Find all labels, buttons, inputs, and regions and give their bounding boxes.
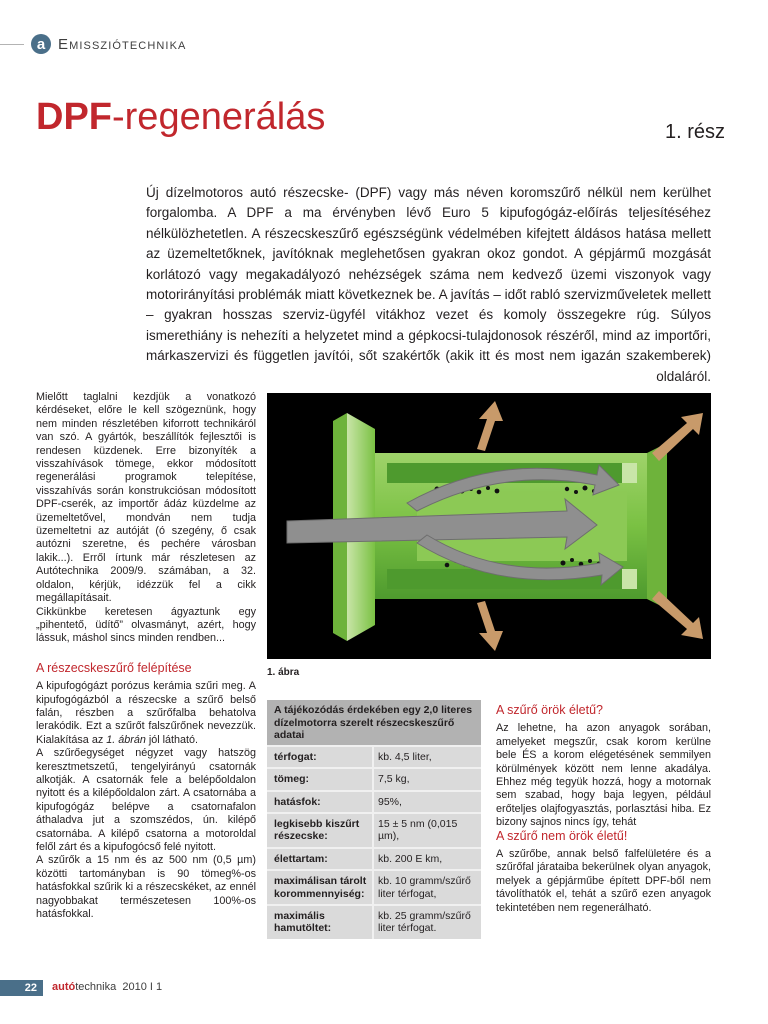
end-cap-bottom (622, 569, 637, 589)
row-value: 95%, (373, 791, 481, 813)
body-paragraph-2: A szűrőegységet négyzet vagy hatszög keresztmetszetű, tengelyirányú csatornák alkotják. A csatornák fele a belépőoldalon nyitott és a kilépőoldalon zárt. A csatornába a kipufogógáz belépve a csatornafalon áthaladva jut a szomszédos, ún. kilépő csatornába. A kilépő csatorna a motoroldal felől zárt és a kipufogócső felé nyitott. (36, 747, 256, 853)
row-value: 15 ± 5 nm (0,015 µm), (373, 813, 481, 848)
brand-strong: autó (52, 981, 76, 993)
row-label: legkisebb kiszűrt részecske: (267, 813, 373, 848)
table-row (267, 746, 481, 768)
table-row (267, 870, 481, 905)
right-paragraph-1: Az lehetne, ha azon anyagok sorában, amelyeket megszűr, csak korom kerülne bele ÉS a korom elégetésének semmilyen körülmények között nem lenne akadálya. Ehhez még tegyük hozzá, hogy a motornak sem szabad, hogy baja legyen, például erőteljes olajfogyasztás, porlasztási hiba. Ez bizony sajnos nincs így, tehát (496, 722, 711, 829)
article-part: 1. rész (665, 121, 726, 143)
info-box-title: A tájékozódás érdekében egy 2,0 literes dízelmotorra szerelt részecskeszűrő adatai (267, 700, 481, 745)
section-heading-structure: A részecskeszűrő felépítése (36, 660, 192, 675)
row-value: kb. 10 gramm/szűrő liter térfogat, (373, 870, 481, 905)
info-box (267, 700, 481, 939)
body-paragraph-1-a: A kipufogógázt porózus kerámia szűri meg. A kipufogógázból a részecske a szűrő belső falán, részben a szűrőfalba behatolva lerakódik. Ezt a szűrőt falszűrőnek nevezzük. Kialakítása az (36, 680, 256, 746)
table-row (267, 768, 481, 790)
table-row (267, 905, 481, 939)
row-value: kb. 25 gramm/szűrő liter térfogat. (373, 905, 481, 939)
right-column (496, 704, 711, 915)
page-number: 22 (0, 980, 43, 996)
intro-paragraph-1: Mielőtt taglalni kezdjük a vonatkozó kérdéseket, előre le kell szögeznünk, hogy nem minden részletében kiforrott technikáról van szó. A gyártók, beszállítók fejlesztői is rendesen küzdenek. Erre bizonyíték a visszahívások tömege, ekkor módosított regenerálási programok telepítése, visszahívás során konstrukciósan módosított DPF-cserék, az importőr ádáz küzdelme az üzemeltetővel, mondván nem tudja üzemeltetni az autóját (ó szegény, ő csak autózni szeretne, és pechére városban lakik...). Erről írtunk már részletesen az Autótechnika 2009/9. számában, a 32. oldalon, kérjük, idézzük fel a cikk megállapításait. (36, 391, 256, 605)
row-label: maximális hamutöltet: (267, 905, 373, 939)
row-label: tömeg: (267, 768, 373, 790)
figure-caption: 1. ábra (267, 667, 300, 678)
section-heading-not-eternal: A szűrő nem örök életű! (496, 828, 628, 843)
outlet-plate (647, 443, 667, 609)
table-row (267, 791, 481, 813)
body-paragraph-1 (36, 680, 256, 747)
row-label: térfogat: (267, 746, 373, 768)
intro-paragraph-2: Cikkünkbe keretesen ágyaztunk egy „pihentető, üdítő” olvasmányt, azért, hogy lássuk, máshol sincs minden rendben... (36, 605, 256, 645)
dpf-diagram (267, 393, 711, 659)
body-paragraph-1-b: jól látható. (145, 733, 199, 746)
magazine-logo-icon (30, 33, 52, 55)
lead-paragraph: Új dízelmotoros autó részecske- (DPF) vagy más néven koromszűrő nélkül nem kerülhet forgalomba. A DPF a ma érvényben lévő Euro 5 kipufogógáz-előírás teljesítéséhez nélkülözhetetlen. A részecskeszűrő egészségünk védelmében kifejtett áldásos hatása mellett az üzemeltetőknek, javítóknak meglehetősen gyakran okoz gondot. A gépjármű mozgását korlátozó vagy megakadályozó nehézségek száma nem kedvező üzemi viszonyok vagy motorirányítási problémák miatt következnek be. A javítás – időt rabló szervizműveletek mellett – gyakran hosszas szerviz-ügyfél vitákhoz vezet és komoly összegekre rúg. Súlyos ismerethiány is nehezíti a helyzetet mind a gépkocsi-tulajdonosok részéről, mind az importőri, márkaszervizi és független javítói, sőt szakértők (akik itt és most nem igazán szakemberek) oldaláról. (146, 185, 711, 384)
row-label: élettartam: (267, 848, 373, 870)
svg-text:a: a (36, 36, 46, 53)
title-rest: -regenerálás (112, 96, 326, 138)
body-paragraph-3: A szűrők a 15 nm és az 500 nm (0,5 µm) közötti tartományban is 90 tömeg%-os hatásfokkal szűrik ki a részecskéket, az ennél nagyobbakat természetesen 100%-os hatásfokkal. (36, 854, 256, 921)
end-cap-top (622, 463, 637, 483)
info-box-table (267, 745, 481, 939)
row-label: maximálisan tárolt korommennyiség: (267, 870, 373, 905)
article-title (36, 98, 325, 136)
section-heading-eternal: A szűrő örök életű? (496, 703, 604, 717)
dpf-diagram-svg (267, 393, 711, 659)
row-value: kb. 200 E km, (373, 848, 481, 870)
row-value: 7,5 kg, (373, 768, 481, 790)
footer-brand (52, 981, 162, 993)
row-value: kb. 4,5 liter, (373, 746, 481, 768)
right-paragraph-2: A szűrőbe, annak belső falfelületére és a szűrőfal járataiba bekerülnek olyan anyagok, melyek a gépjárműbe épített DPF-ből nem távolíthatók el, tehát a szűrő ezen anyagok tekintetében nem regenerálható. (496, 848, 711, 914)
figure-reference: 1. ábrán (106, 733, 146, 746)
issue-label: 2010 I 1 (122, 981, 163, 993)
table-row (267, 848, 481, 870)
title-strong: DPF (36, 96, 112, 138)
brand-rest: technika (75, 981, 117, 993)
section-rubric: Emissziótechnika (58, 36, 187, 53)
left-column (36, 391, 256, 921)
header-rule (0, 44, 24, 45)
table-row (267, 813, 481, 848)
row-label: hatásfok: (267, 791, 373, 813)
